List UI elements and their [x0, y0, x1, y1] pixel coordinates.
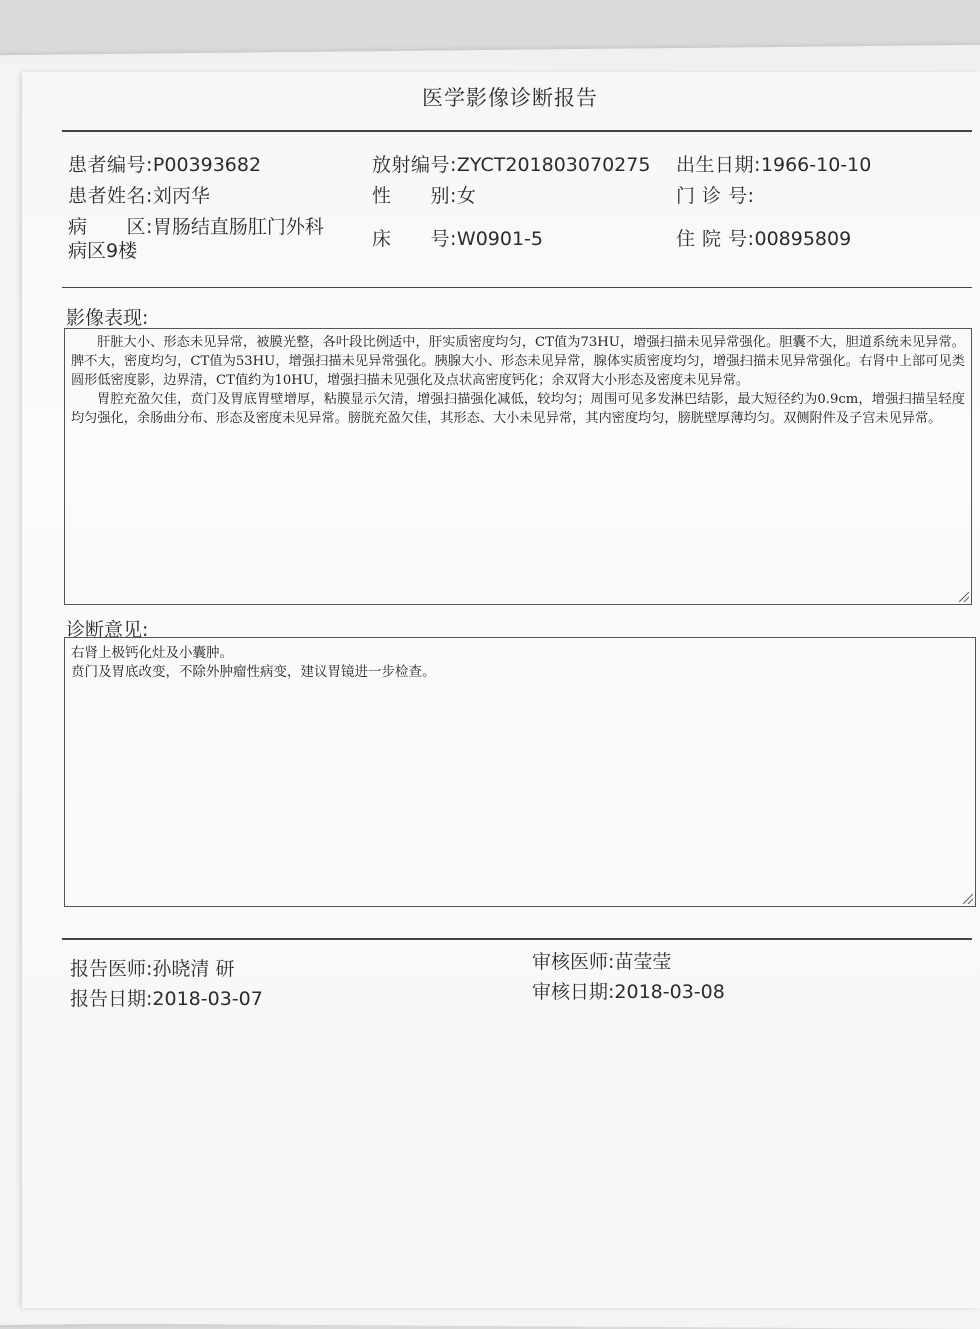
inpatient-number: [676, 226, 851, 252]
birth-date: [676, 152, 871, 178]
review-date-value: 2018-03-08: [614, 981, 725, 1003]
bed-number-value: W0901-5: [456, 228, 543, 250]
imaging-paragraph-1: 肝脏大小、形态未见异常，被膜光整，各叶段比例适中，肝实质密度均匀，CT值为73HU，增强扫描未见异常强化。胆囊不大，胆道系统未见异常。脾不大，密度均匀，CT值为53HU，增强扫描未见异常强化。胰腺大小、形态未见异常，腺体实质密度均匀，增强扫描未见异常强化。右肾中上部可见类圆形低密度影，边界清，CT值约为10HU，增强扫描未见强化及点状高密度钙化；余双肾大小形态及密度未见异常。: [71, 335, 965, 388]
diagnosis-line-1: 右肾上极钙化灶及小囊肿。: [71, 645, 233, 661]
report-doctor: [70, 955, 234, 983]
ward-value: 胃肠结直肠肛门外科: [152, 216, 324, 238]
imaging-findings-label: 影像表现:: [66, 307, 149, 329]
ward-line2: [68, 238, 137, 264]
report-date-label: 报告日期:: [70, 988, 153, 1010]
diagnosis-line-2: 贲门及胃底改变，不除外肿瘤性病变，建议胃镜进一步检查。: [71, 664, 436, 680]
report-date-value: 2018-03-07: [152, 988, 263, 1010]
diagnosis-textarea[interactable]: [64, 637, 976, 907]
diagnosis-label: 诊断意见:: [66, 619, 149, 641]
patient-name: [68, 183, 210, 209]
review-doctor: [532, 948, 671, 976]
bed-number: [372, 226, 543, 252]
review-date: [532, 978, 725, 1006]
clinic-number: [676, 183, 754, 209]
ward: [68, 214, 324, 240]
patient-id: [68, 152, 261, 178]
patient-id-label: 患者编号:: [68, 154, 153, 176]
review-doctor-label: 审核医师:: [532, 951, 615, 973]
bed-number-label: 床 号:: [372, 228, 457, 250]
report-page: [22, 72, 980, 1308]
resize-handle-icon[interactable]: [959, 592, 969, 602]
patient-sex: [372, 183, 476, 209]
ward-label: 病 区:: [68, 216, 153, 238]
inpatient-number-label: 住 院 号:: [676, 228, 755, 250]
inpatient-number-value: 00895809: [754, 228, 852, 250]
patient-sex-label: 性 别:: [372, 185, 457, 207]
ward-value-line2: 病区9楼: [68, 240, 138, 262]
report-doctor-label: 报告医师:: [70, 958, 153, 980]
header-divider: [62, 130, 972, 132]
imaging-paragraph-2: 胃腔充盈欠佳，贲门及胃底胃壁增厚，粘膜显示欠清，增强扫描强化减低，较均匀；周围可见多发淋巴结影，最大短径约为0.9cm，增强扫描呈轻度均匀强化，余肠曲分布、形态及密度未见异常。膀胱充盈欠佳，其形态、大小未见异常，其内密度均匀，膀胱壁厚薄均匀。双侧附件及子宫未见异常。: [71, 392, 965, 426]
imaging-findings-content: [71, 333, 965, 428]
radiology-number-value: ZYCT201803070275: [456, 154, 651, 176]
report-date: [70, 985, 263, 1013]
diagnosis-content: [71, 644, 965, 682]
report-title: 医学影像诊断报告: [422, 86, 598, 110]
imaging-findings-textarea[interactable]: [64, 328, 972, 605]
review-doctor-value: 苗莹莹: [614, 951, 672, 973]
info-divider: [62, 287, 972, 288]
patient-name-value: 刘丙华: [152, 185, 210, 207]
birth-date-label: 出生日期:: [676, 154, 761, 176]
patient-name-label: 患者姓名:: [68, 185, 153, 207]
radiology-number-label: 放射编号:: [372, 154, 457, 176]
review-date-label: 审核日期:: [532, 981, 615, 1003]
clinic-number-label: 门 诊 号:: [676, 185, 755, 207]
report-doctor-value: 孙晓清 研: [152, 958, 235, 980]
patient-sex-value: 女: [456, 185, 476, 207]
resize-handle-icon[interactable]: [963, 894, 973, 904]
patient-id-value: P00393682: [152, 154, 262, 176]
radiology-number: [372, 152, 650, 178]
footer-divider: [62, 938, 972, 940]
birth-date-value: 1966-10-10: [760, 154, 872, 176]
